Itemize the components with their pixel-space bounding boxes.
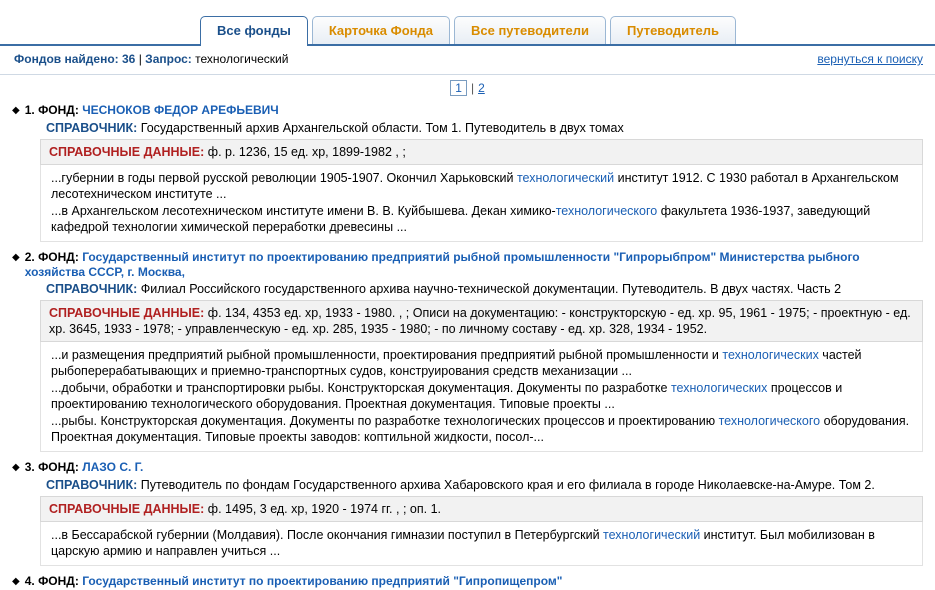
- separator: |: [138, 52, 142, 66]
- snippet: [51, 380, 914, 412]
- result-header: [12, 460, 923, 476]
- result-number: 4.: [24, 574, 35, 588]
- page-current: 1: [450, 80, 467, 96]
- snippet: [51, 347, 914, 379]
- result-number: 2.: [24, 250, 35, 264]
- snippet-text: ...в Архангельском лесотехническом институте имени В. В. Куйбышева. Декан химико-: [51, 204, 556, 218]
- tab-all-fonds[interactable]: Все фонды: [200, 16, 308, 46]
- snippet: [51, 203, 914, 235]
- snippet-highlight: технологический: [516, 171, 615, 185]
- snippet-highlight: технологических: [722, 348, 819, 362]
- result-number: 3.: [24, 460, 35, 474]
- result-header: [12, 574, 923, 590]
- snippet-highlight: технологический: [603, 528, 701, 542]
- fond-label: ФОНД:: [38, 460, 79, 474]
- tab-list: [200, 14, 736, 44]
- fond-label: ФОНД:: [38, 103, 79, 117]
- page-link-2[interactable]: 2: [478, 81, 485, 95]
- snippet: [51, 170, 914, 202]
- query-label: Запрос:: [145, 52, 192, 66]
- result-title: [25, 460, 144, 475]
- result-item: [12, 250, 923, 452]
- bullet-icon: ◆: [12, 252, 20, 263]
- result-number: 1.: [24, 103, 35, 117]
- search-info-bar: [0, 46, 935, 75]
- snippet-text: ...губернии в годы первой русской революции 1905-1907. Окончил Харьковский: [51, 171, 517, 185]
- results-list: [0, 103, 935, 590]
- reference-data-label: СПРАВОЧНЫЕ ДАННЫЕ:: [49, 306, 205, 320]
- guide-label: СПРАВОЧНИК:: [46, 282, 138, 296]
- snippet: [51, 413, 914, 445]
- fond-label: ФОНД:: [38, 574, 79, 588]
- snippet-text: ...рыбы. Конструкторская документация. Документы по разработке технологических процессов и проектированию: [51, 414, 719, 428]
- search-summary: [14, 52, 288, 66]
- fond-name-link[interactable]: Государственный институт по проектированию предприятий "Гипропищепром": [82, 574, 563, 588]
- found-count: 36: [122, 52, 136, 66]
- guide-value: Государственный архив Архангельской области. Том 1. Путеводитель в двух томах: [140, 121, 624, 135]
- result-item: [12, 460, 923, 566]
- reference-data-value: ф. 1495, 3 ед. хр, 1920 - 1974 гг. , ; оп. 1.: [207, 502, 441, 516]
- query-value: технологический: [195, 52, 289, 66]
- result-title: [25, 574, 563, 589]
- result-header: [12, 103, 923, 119]
- guide-label: СПРАВОЧНИК:: [46, 121, 138, 135]
- reference-data-label: СПРАВОЧНЫЕ ДАННЫЕ:: [49, 145, 205, 159]
- snippet-list: [40, 522, 923, 566]
- bullet-icon: ◆: [12, 105, 20, 116]
- snippet-text: ...и размещения предприятий рыбной промышленности, проектирования предприятий рыбной промышленности и: [51, 348, 723, 362]
- snippet-highlight: технологического: [718, 414, 821, 428]
- page-separator: |: [470, 81, 475, 95]
- snippet-text: ...добычи, обработки и транспортировки рыбы. Конструкторская документация. Документы по разработке: [51, 381, 671, 395]
- result-title: [25, 250, 923, 280]
- snippet-text: оборудования. Проектная документация. Типовые проекты заводов: коптильной жидкости, посол-...: [51, 414, 910, 444]
- snippet-text: процессов и проектированию технологического оборудования. Проектная документация. Типовые проекты ...: [51, 381, 843, 411]
- found-label: Фондов найдено:: [14, 52, 119, 66]
- reference-data-value: ф. р. 1236, 15 ед. хр, 1899-1982 , ;: [207, 145, 406, 159]
- fond-label: ФОНД:: [38, 250, 79, 264]
- bullet-icon: ◆: [12, 462, 20, 473]
- tab-fond-card[interactable]: Карточка Фонда: [312, 16, 450, 44]
- reference-data-value: ф. 134, 4353 ед. хр, 1933 - 1980. , ; Описи на документацию: - конструкторскую - ед. хр. 95, 1961 - 1975; - проектную - ед. хр. 3645, 1933 - 1978; - управленческую - ед. хр. 285, 1935 - 1980; - по личному составу - ед. хр. 328, 1934 - 1952.: [49, 306, 911, 336]
- snippet-text: институт 1912. С 1930 работал в Архангельском лесотехническом институте ...: [51, 171, 899, 201]
- reference-data: [40, 300, 923, 342]
- reference-data: [40, 139, 923, 165]
- fond-name-link[interactable]: Государственный институт по проектированию предприятий рыбной промышленности "Гипрорыбпром" Министерства рыбного хозяйства СССР, г. Москва,: [24, 250, 860, 279]
- snippet-list: [40, 165, 923, 242]
- fond-name-link[interactable]: ЧЕСНОКОВ ФЕДОР АРЕФЬЕВИЧ: [82, 103, 279, 117]
- snippet-list: [40, 342, 923, 452]
- guide-value: Путеводитель по фондам Государственного архива Хабаровского края и его филиала в городе Николаевске-на-Амуре. Том 2.: [140, 478, 875, 492]
- snippet-text: ...в Бессарабской губернии (Молдавия). После окончания гимназии поступил в Петербургский: [51, 528, 604, 542]
- result-item: [12, 103, 923, 242]
- reference-data: [40, 496, 923, 522]
- snippet-highlight: технологического: [555, 204, 658, 218]
- bullet-icon: ◆: [12, 576, 20, 587]
- pagination: [0, 75, 935, 103]
- snippet-text: институт. Был мобилизован в царскую армию и направлен учиться ...: [51, 528, 875, 558]
- guide-line: [46, 281, 923, 297]
- tab-all-guides[interactable]: Все путеводители: [454, 16, 606, 44]
- guide-line: [46, 477, 923, 493]
- guide-line: [46, 120, 923, 136]
- tab-guide[interactable]: Путеводитель: [610, 16, 736, 44]
- snippet: [51, 527, 914, 559]
- result-title: [25, 103, 279, 118]
- result-header: [12, 250, 923, 280]
- reference-data-label: СПРАВОЧНЫЕ ДАННЫЕ:: [49, 502, 205, 516]
- back-to-search-link[interactable]: вернуться к поиску: [817, 52, 923, 66]
- tab-bar: [0, 0, 935, 46]
- guide-label: СПРАВОЧНИК:: [46, 478, 138, 492]
- snippet-highlight: технологических: [670, 381, 768, 395]
- back-to-search[interactable]: [817, 52, 923, 66]
- snippet-text: частей рыбоперерабатывающих и приемно-транспортных судов, конструирования средств механизации ...: [51, 348, 862, 378]
- snippet-text: факультета 1936-1937, заведующий кафедрой технологии химической переработки древесины ...: [51, 204, 871, 234]
- fond-name-link[interactable]: ЛАЗО С. Г.: [82, 460, 144, 474]
- guide-value: Филиал Российского государственного архива научно-технической документации. Путеводитель. В двух частях. Часть 2: [140, 282, 842, 296]
- result-item: [12, 574, 923, 590]
